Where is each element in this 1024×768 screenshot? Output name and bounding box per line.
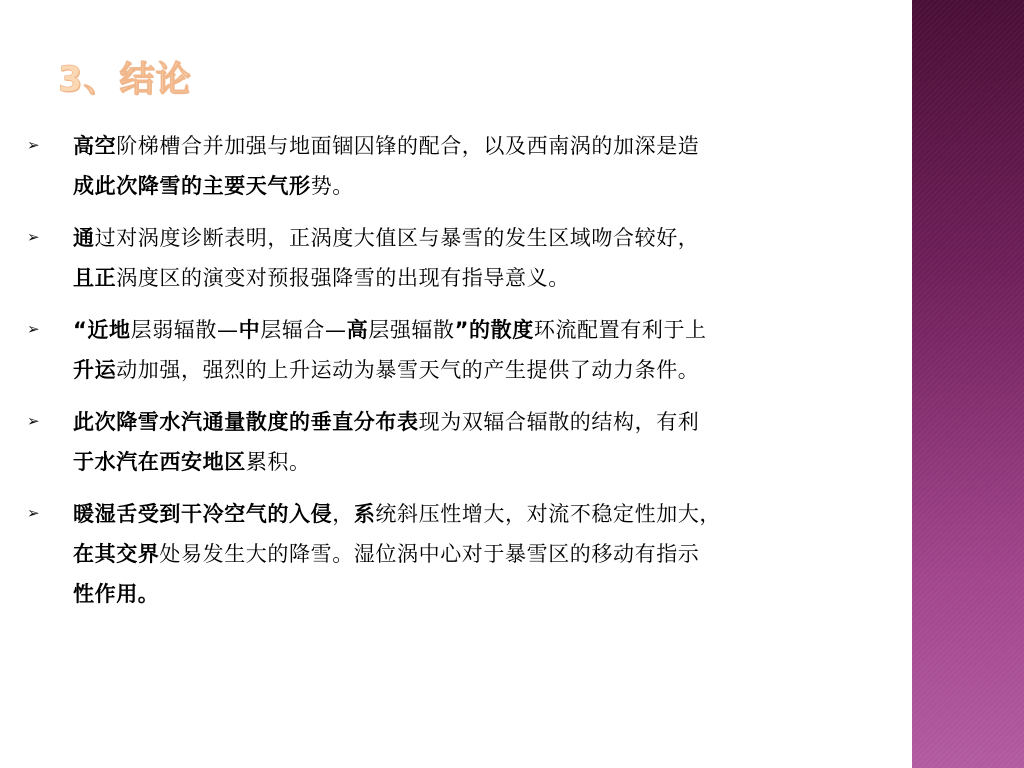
- bullet-line: [73, 126, 902, 166]
- text: 阶梯槽合并加强与地面锢囚锋的配合，以及西南涡的加深是造: [116, 134, 700, 158]
- bold-text: 通: [73, 226, 95, 250]
- bullet-line: [73, 494, 902, 534]
- text: 累积。: [245, 450, 311, 474]
- bullet-item: [0, 494, 912, 614]
- bullet-item: [0, 218, 912, 298]
- bold-text: 高空: [73, 134, 117, 158]
- bullet-line: [73, 534, 902, 574]
- bullet-line: [73, 442, 902, 482]
- bullet-line: [73, 310, 902, 350]
- text: 环流配置有利于上: [533, 318, 707, 342]
- bold-text: 且正: [73, 266, 117, 290]
- bold-text: 高: [346, 318, 369, 342]
- text: 过对涡度诊断表明，正涡度大值区与暴雪的发生区域吻合较好，: [94, 226, 700, 250]
- bullet-item: [0, 126, 912, 206]
- bullet-line: [73, 166, 902, 206]
- bold-text: 成此次降雪的主要天气形: [73, 174, 311, 198]
- decorative-side-bar: [912, 0, 1024, 768]
- text: ，: [332, 502, 354, 526]
- bold-text: 在其交界: [73, 542, 160, 566]
- arrow-bullet-icon: ➢: [27, 136, 40, 154]
- bold-text: 升运: [73, 358, 117, 382]
- slide-title: 3、结论: [58, 60, 192, 100]
- arrow-bullet-icon: ➢: [27, 412, 40, 430]
- text: 动加强，强烈的上升运动为暴雪天气的产生提供了动力条件。: [116, 358, 700, 382]
- bold-text: ”的散度: [454, 318, 534, 342]
- arrow-bullet-icon: ➢: [27, 320, 40, 338]
- bullet-line: [73, 258, 902, 298]
- bold-text: 暖湿舌受到干冷空气的入侵: [73, 502, 333, 526]
- bold-text: 于水汽在西安地区: [73, 450, 246, 474]
- text: 势。: [310, 174, 354, 198]
- text: 现为双辐合辐散的结构，有利: [418, 410, 700, 434]
- text: 层强辐散: [368, 318, 455, 342]
- bullet-line: [73, 574, 902, 614]
- bold-text: 此次降雪水汽通量散度的垂直分布表: [73, 410, 419, 434]
- bullet-list: [0, 126, 912, 626]
- arrow-bullet-icon: ➢: [27, 504, 40, 522]
- text: 处易发生大的降雪。湿位涡中心对于暴雪区的移动有指示: [159, 542, 700, 566]
- bullet-item: [0, 402, 912, 482]
- arrow-bullet-icon: ➢: [27, 228, 40, 246]
- bullet-line: [73, 402, 902, 442]
- bullet-item: [0, 310, 912, 390]
- text: 统斜压性增大，对流不稳定性加大，: [375, 502, 722, 526]
- text: 涡度区的演变对预报强降雪的出现有指导意义。: [116, 266, 570, 290]
- text: 层弱辐散—: [130, 318, 239, 342]
- bullet-line: [73, 218, 902, 258]
- bullet-line: [73, 350, 902, 390]
- bold-text: “近地: [73, 318, 131, 342]
- text: 层辐合—: [260, 318, 347, 342]
- bold-text: 性作用。: [73, 582, 160, 606]
- bold-text: 中: [238, 318, 261, 342]
- bold-text: 系: [353, 502, 376, 526]
